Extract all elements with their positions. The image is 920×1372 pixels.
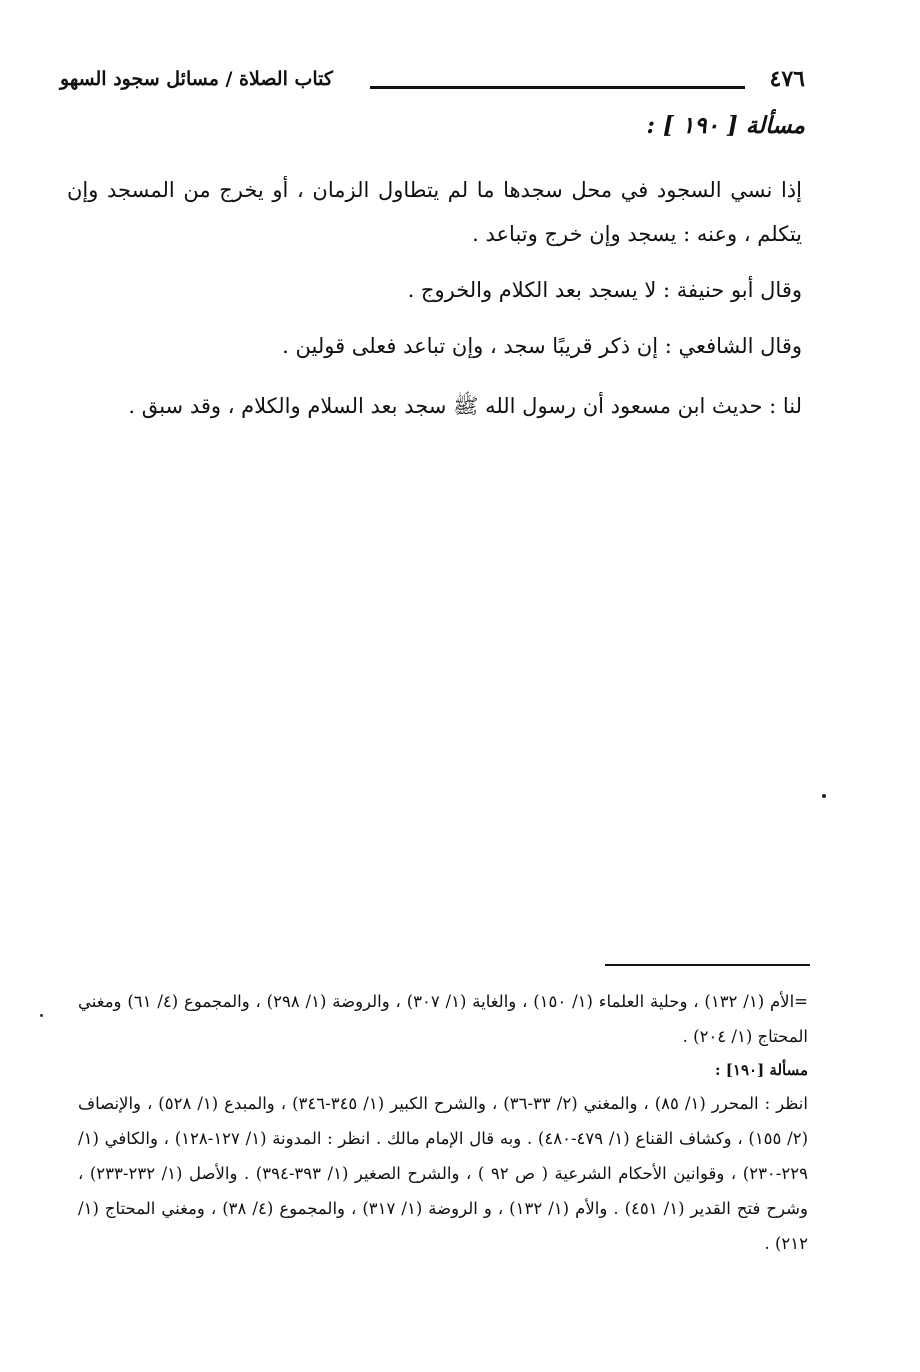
paragraph-3: [67, 324, 802, 368]
paragraph-text: وقال أبو حنيفة : لا يسجد بعد الكلام والخروج .: [407, 278, 802, 302]
footnote-separator: [605, 964, 810, 966]
footnote-issue-label: مسألة [١٩٠] :: [715, 1061, 808, 1079]
footnotes: [78, 984, 808, 1261]
footnote-continued: =الأم (١/ ١٣٢) ، وحلية العلماء (١/ ١٥٠) ، والغاية (١/ ٣٠٧) ، والروضة (١/ ٢٩٨) ، والمجموع (٤/ ٦١) ومغني المحتاج (١/ ٢٠٤) .: [78, 992, 808, 1046]
paragraph-2: [67, 268, 802, 312]
paragraph-1: [67, 168, 802, 256]
header-rule: [370, 86, 745, 89]
paragraph-4: [67, 384, 802, 428]
paragraph-text: وقال الشافعي : إن ذكر قريبًا سجد ، وإن تباعد فعلى قولين .: [282, 334, 802, 358]
ink-speck: [40, 1014, 43, 1017]
paragraph-text: لنا : حديث ابن مسعود أن رسول الله ﷺ سجد بعد السلام والكلام ، وقد سبق .: [128, 394, 802, 418]
paragraph-text: إذا نسي السجود في محل سجدها ما لم يتطاول الزمان ، أو يخرج من المسجد وإن يتكلم ، وعنه : يسجد وإن خرج وتباعد .: [67, 178, 802, 246]
running-title: كتاب الصلاة / مسائل سجود السهو: [60, 68, 333, 90]
running-header: [60, 66, 805, 98]
footnote-references: انظر : المحرر (١/ ٨٥) ، والمغني (٢/ ٣٣-٣٦) ، والشرح الكبير (١/ ٣٤٥-٣٤٦) ، والمبدع (١/ ٥٢٨) ، والإنصاف (٢/ ١٥٥) ، وكشاف القناع (١/ ٤٧٩-٤٨٠) . وبه قال الإمام مالك . انظر : المدونة (١/ ١٢٧-١٢٨) ، والكافي (١/ ٢٢٩-٢٣٠) ، وقوانين الأحكام الشرعية ( ص ٩٢ ) ، والشرح الصغير (١/ ٣٩٣-٣٩٤) . والأصل (١/ ٢٣٢-٢٣٣) ، وشرح فتح القدير (١/ ٤٥١) . والأم (١/ ١٣٢) ، و الروضة (١/ ٣١٧) ، والمجموع (٤/ ٣٨) ، ومغني المحتاج (١/ ٢١٢) .: [78, 1094, 808, 1253]
page-number: ٤٧٦: [769, 66, 805, 92]
issue-heading: مسألة [ ١٩٠ ] :: [646, 112, 805, 139]
ink-speck: [822, 794, 826, 798]
